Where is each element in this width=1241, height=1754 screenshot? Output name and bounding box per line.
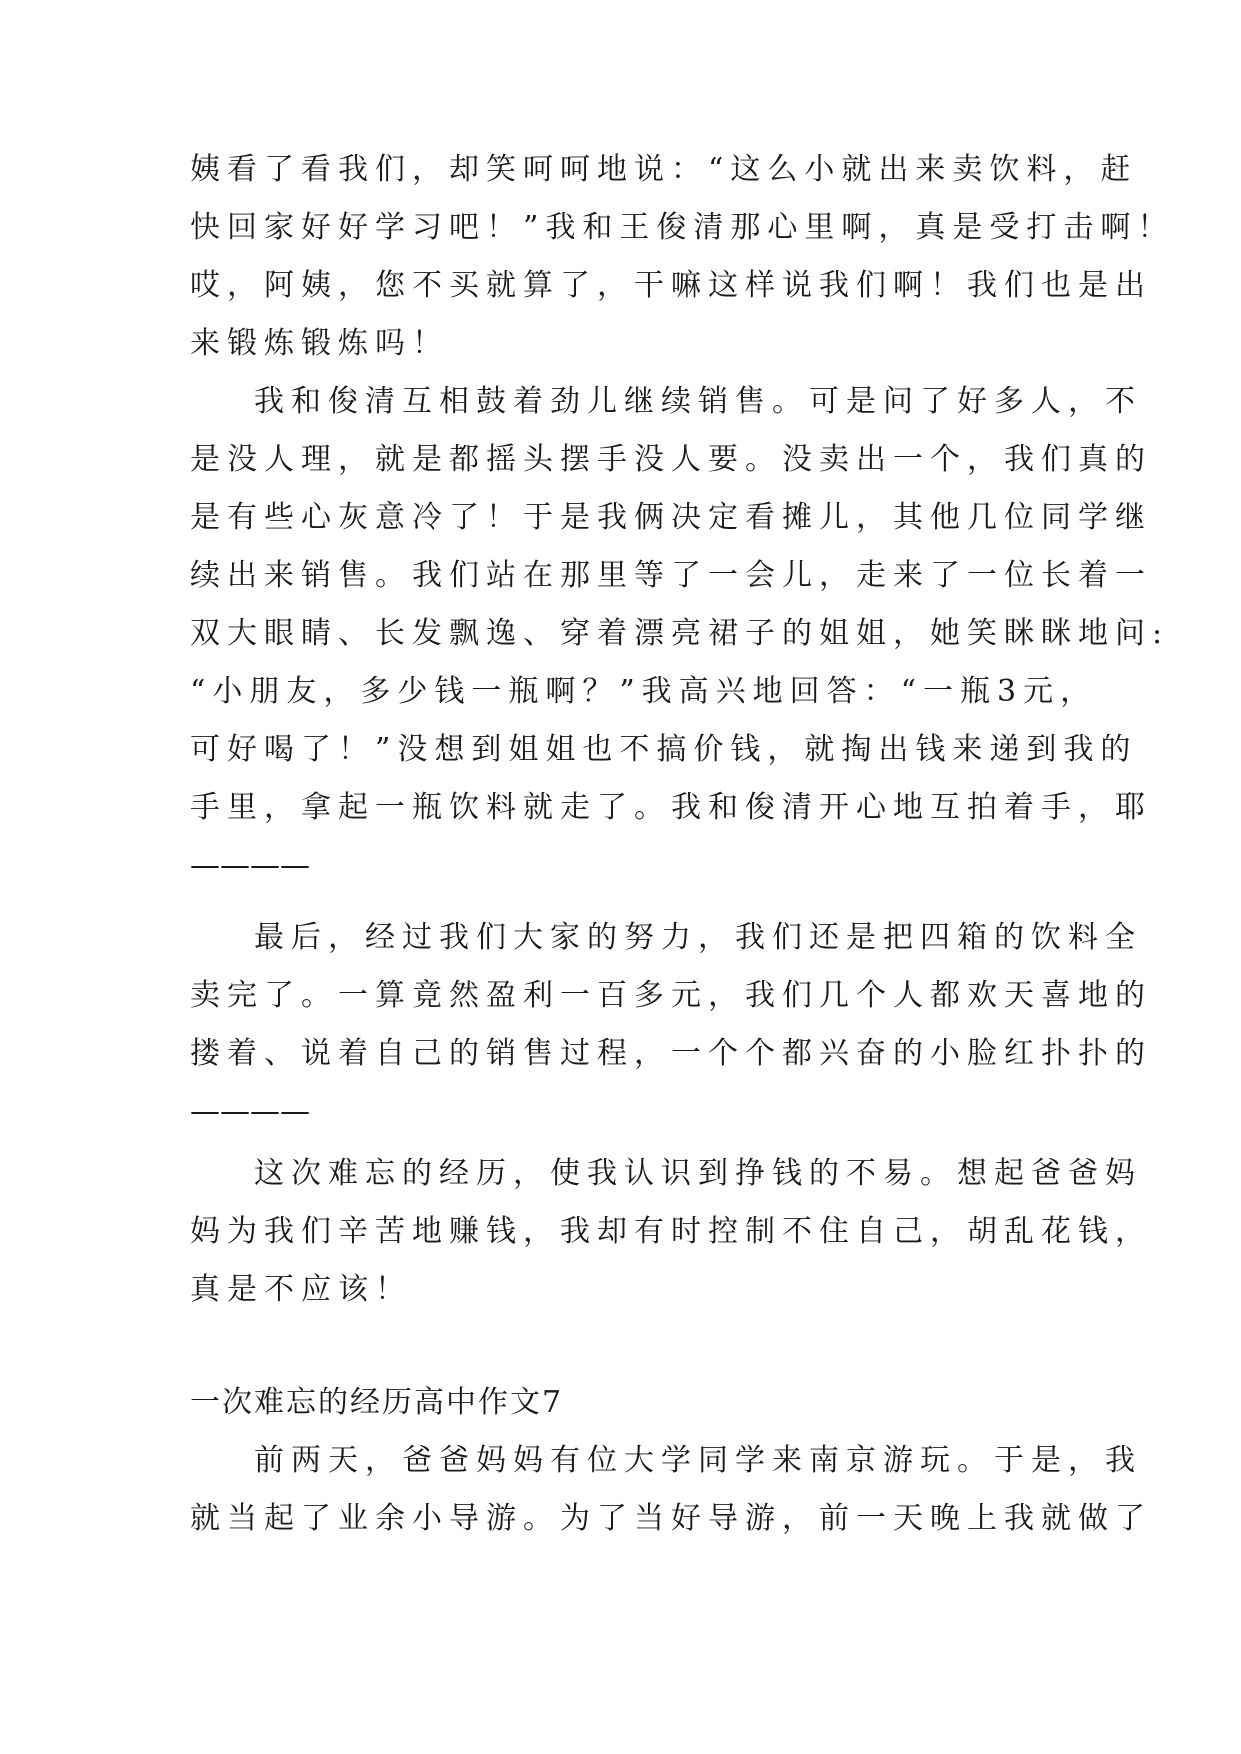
paragraph-line: 前两天，爸爸妈妈有位大学同学来南京游玩。于是，我	[254, 1443, 1142, 1478]
paragraph-line: “小朋友，多少钱一瓶啊？”我高兴地回答：“一瓶3元，	[190, 674, 1098, 709]
paragraph-line: 我和俊清互相鼓着劲儿继续销售。可是问了好多人，不	[254, 384, 1142, 419]
dash-line: ————	[190, 848, 310, 883]
paragraph-line: 就当起了业余小导游。为了当好导游，前一天晚上我就做了	[190, 1501, 1152, 1536]
paragraph-line: 续出来销售。我们站在那里等了一会儿，走来了一位长着一	[190, 558, 1152, 593]
paragraph-line: 卖完了。一算竟然盈利一百多元，我们几个人都欢天喜地的	[190, 978, 1152, 1013]
dash-line: ————	[190, 1094, 310, 1129]
paragraph-line: 最后，经过我们大家的努力，我们还是把四箱的饮料全	[254, 920, 1142, 955]
paragraph-line: 双大眼睛、长发飘逸、穿着漂亮裙子的姐姐，她笑眯眯地问:	[190, 616, 1170, 651]
paragraph-line: 哎，阿姨，您不买就算了，干嘛这样说我们啊！我们也是出	[190, 268, 1152, 303]
paragraph-line: 可好喝了！”没想到姐姐也不搞价钱，就掏出钱来递到我的	[190, 732, 1138, 767]
paragraph-line: 是没人理，就是都摇头摆手没人要。没卖出一个，我们真的	[190, 442, 1152, 477]
paragraph-line: 是有些心灰意冷了！于是我俩决定看摊儿，其他几位同学继	[190, 500, 1152, 535]
paragraph-line: 这次难忘的经历，使我认识到挣钱的不易。想起爸爸妈	[254, 1156, 1142, 1191]
paragraph-line: 真是不应该！	[190, 1272, 412, 1307]
paragraph-line: 手里，拿起一瓶饮料就走了。我和俊清开心地互拍着手，耶	[190, 790, 1152, 825]
paragraph-line: 姨看了看我们，却笑呵呵地说：“这么小就出来卖饮料，赶	[190, 152, 1138, 187]
section-heading: 一次难忘的经历高中作文7	[190, 1385, 564, 1420]
paragraph-line: 搂着、说着自己的销售过程，一个个都兴奋的小脸红扑扑的	[190, 1036, 1152, 1071]
paragraph-line: 妈为我们辛苦地赚钱，我却有时控制不住自己，胡乱花钱，	[190, 1214, 1152, 1249]
paragraph-line: 来锻炼锻炼吗！	[190, 326, 449, 361]
paragraph-line: 快回家好好学习吧！”我和王俊清那心里啊，真是受打击啊！	[190, 210, 1175, 245]
